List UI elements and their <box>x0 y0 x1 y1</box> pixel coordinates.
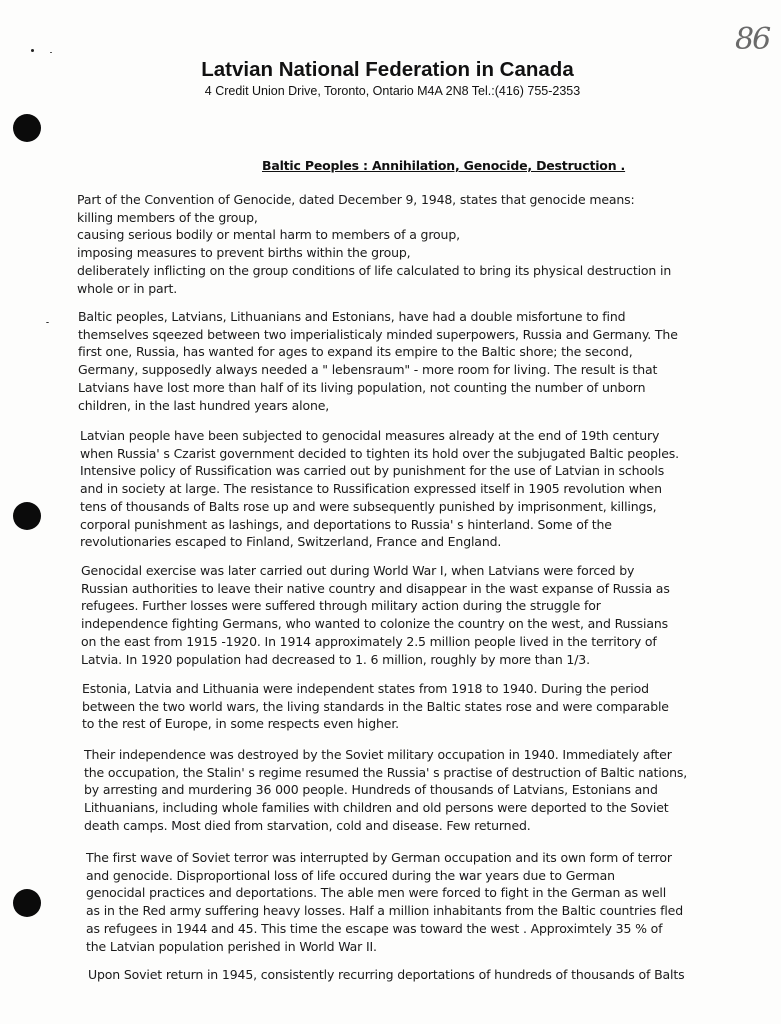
paragraph-world-war-one <box>81 562 670 668</box>
text-line: corporal punishment as lashings, and deportations to Russia' s hinterland. Some of the <box>80 516 612 532</box>
text-line: by arresting and murdering 36 000 people. Hundreds of thousands of Latvians, Estonians and <box>84 782 658 798</box>
text-line: the occupation, the Stalin' s regime resumed the Russia' s practise of destruction of Baltic nations, <box>84 764 688 780</box>
text-line: children, in the last hundred years alone, <box>78 397 330 413</box>
text-line: Latvian people have been subjected to genocidal measures already at the end of 19th century <box>80 428 660 443</box>
text-line: Russian authorities to leave their native country and disappear in the wast expanse of Russia as <box>81 580 670 596</box>
scan-speck <box>46 322 49 323</box>
organization-name: Latvian National Federation in Canada <box>201 58 574 81</box>
text-line: Intensive policy of Russification was carried out by punishment for the use of Latvian in schools <box>80 463 665 479</box>
paragraph-soviet-occupation <box>84 746 687 835</box>
text-line: the Latvian population perished in World War II. <box>86 938 377 954</box>
text-line: Their independence was destroyed by the Soviet military occupation in 1940. Immediately after <box>84 747 672 762</box>
paragraph-independence-period <box>82 680 669 733</box>
text-line: to the rest of Europe, in some respects even higher. <box>82 716 399 732</box>
punch-hole <box>13 502 41 530</box>
text-line: and in society at large. The resistance to Russification expressed itself in 1905 revolution when <box>80 481 662 497</box>
text-line: tens of thousands of Balts rose up and were subsequently punished by imprisonment, killings, <box>80 498 657 514</box>
text-line: genocidal practices and deportations. The able men were forced to fight in the German as well <box>86 885 667 901</box>
organization-address: 4 Credit Union Drive, Toronto, Ontario M4A 2N8 Tel.:(416) 755-2353 <box>204 84 581 98</box>
text-line: Latvians have lost more than half of its living population, not counting the number of unborn <box>78 379 646 395</box>
text-line: Part of the Convention of Genocide, dated December 9, 1948, states that genocide means: <box>77 192 635 207</box>
text-line: whole or in part. <box>77 280 178 296</box>
text-line: independence fighting Germans, who wanted to colonize the country on the west, and Russians <box>81 616 669 632</box>
text-line: as refugees in 1944 and 45. This time the escape was toward the west . Approximtely 35 % of <box>86 920 663 936</box>
text-line: between the two world wars, the living standards in the Baltic states rose and were comparable <box>82 698 669 714</box>
text-line: when Russia' s Czarist government decided to tighten its hold over the subjugated Baltic peoples. <box>80 445 679 461</box>
text-line: on the east from 1915 -1920. In 1914 approximately 2.5 million people lived in the territory of <box>81 633 657 649</box>
paragraph-soviet-return <box>88 966 684 984</box>
text-line: death camps. Most died from starvation, cold and disease. Few returned. <box>84 817 531 833</box>
paragraph-genocide-definition <box>77 191 671 297</box>
text-line: refugees. Further losses were suffered through military action during the struggle for <box>81 598 601 614</box>
text-line: imposing measures to prevent births within the group, <box>77 245 411 261</box>
handwritten-page-number: 86 <box>735 22 770 57</box>
text-line: revolutionaries escaped to Finland, Switzerland, France and England. <box>80 534 502 550</box>
paragraph-baltic-peoples <box>78 308 678 414</box>
text-line: Lithuanians, including whole families with children and old persons were deported to the Soviet <box>84 800 669 816</box>
scan-speck <box>31 49 34 52</box>
text-line: Genocidal exercise was later carried out during World War I, when Latvians were forced by <box>81 563 635 578</box>
text-line: The first wave of Soviet terror was interrupted by German occupation and its own form of terror <box>86 850 672 865</box>
paragraph-czarist-russification <box>80 427 679 551</box>
text-line: Baltic peoples, Latvians, Lithuanians and Estonians, have had a double misfortune to find <box>78 309 626 324</box>
text-line: first one, Russia, has wanted for ages to expand its empire to the Baltic shore; the second, <box>78 344 633 360</box>
punch-hole <box>13 114 41 142</box>
text-line: themselves sqeezed between two imperialisticaly minded superpowers, Russia and Germany. The <box>78 326 678 342</box>
text-line: Estonia, Latvia and Lithuania were independent states from 1918 to 1940. During the period <box>82 681 649 696</box>
punch-hole <box>13 889 41 917</box>
text-line: Latvia. In 1920 population had decreased to 1. 6 million, roughly by more than 1/3. <box>81 651 590 667</box>
document-title: Baltic Peoples : Annihilation, Genocide, Destruction . <box>262 158 626 173</box>
scan-speck <box>50 52 52 53</box>
text-line: Germany, supposedly always needed a " lebensraum" - more room for living. The result is that <box>78 362 658 378</box>
text-line: Upon Soviet return in 1945, consistently recurring deportations of hundreds of thousands of Balts <box>88 967 685 982</box>
text-line: and genocide. Disproportional loss of life occured during the war years due to German <box>86 867 615 883</box>
text-line: as in the Red army suffering heavy losses. Half a million inhabitants from the Baltic countries fled <box>86 903 683 919</box>
paragraph-german-occupation <box>86 849 683 955</box>
text-line: killing members of the group, <box>77 209 258 225</box>
text-line: deliberately inflicting on the group conditions of life calculated to bring its physical destruction in <box>77 262 672 278</box>
text-line: causing serious bodily or mental harm to members of a group, <box>77 227 460 243</box>
